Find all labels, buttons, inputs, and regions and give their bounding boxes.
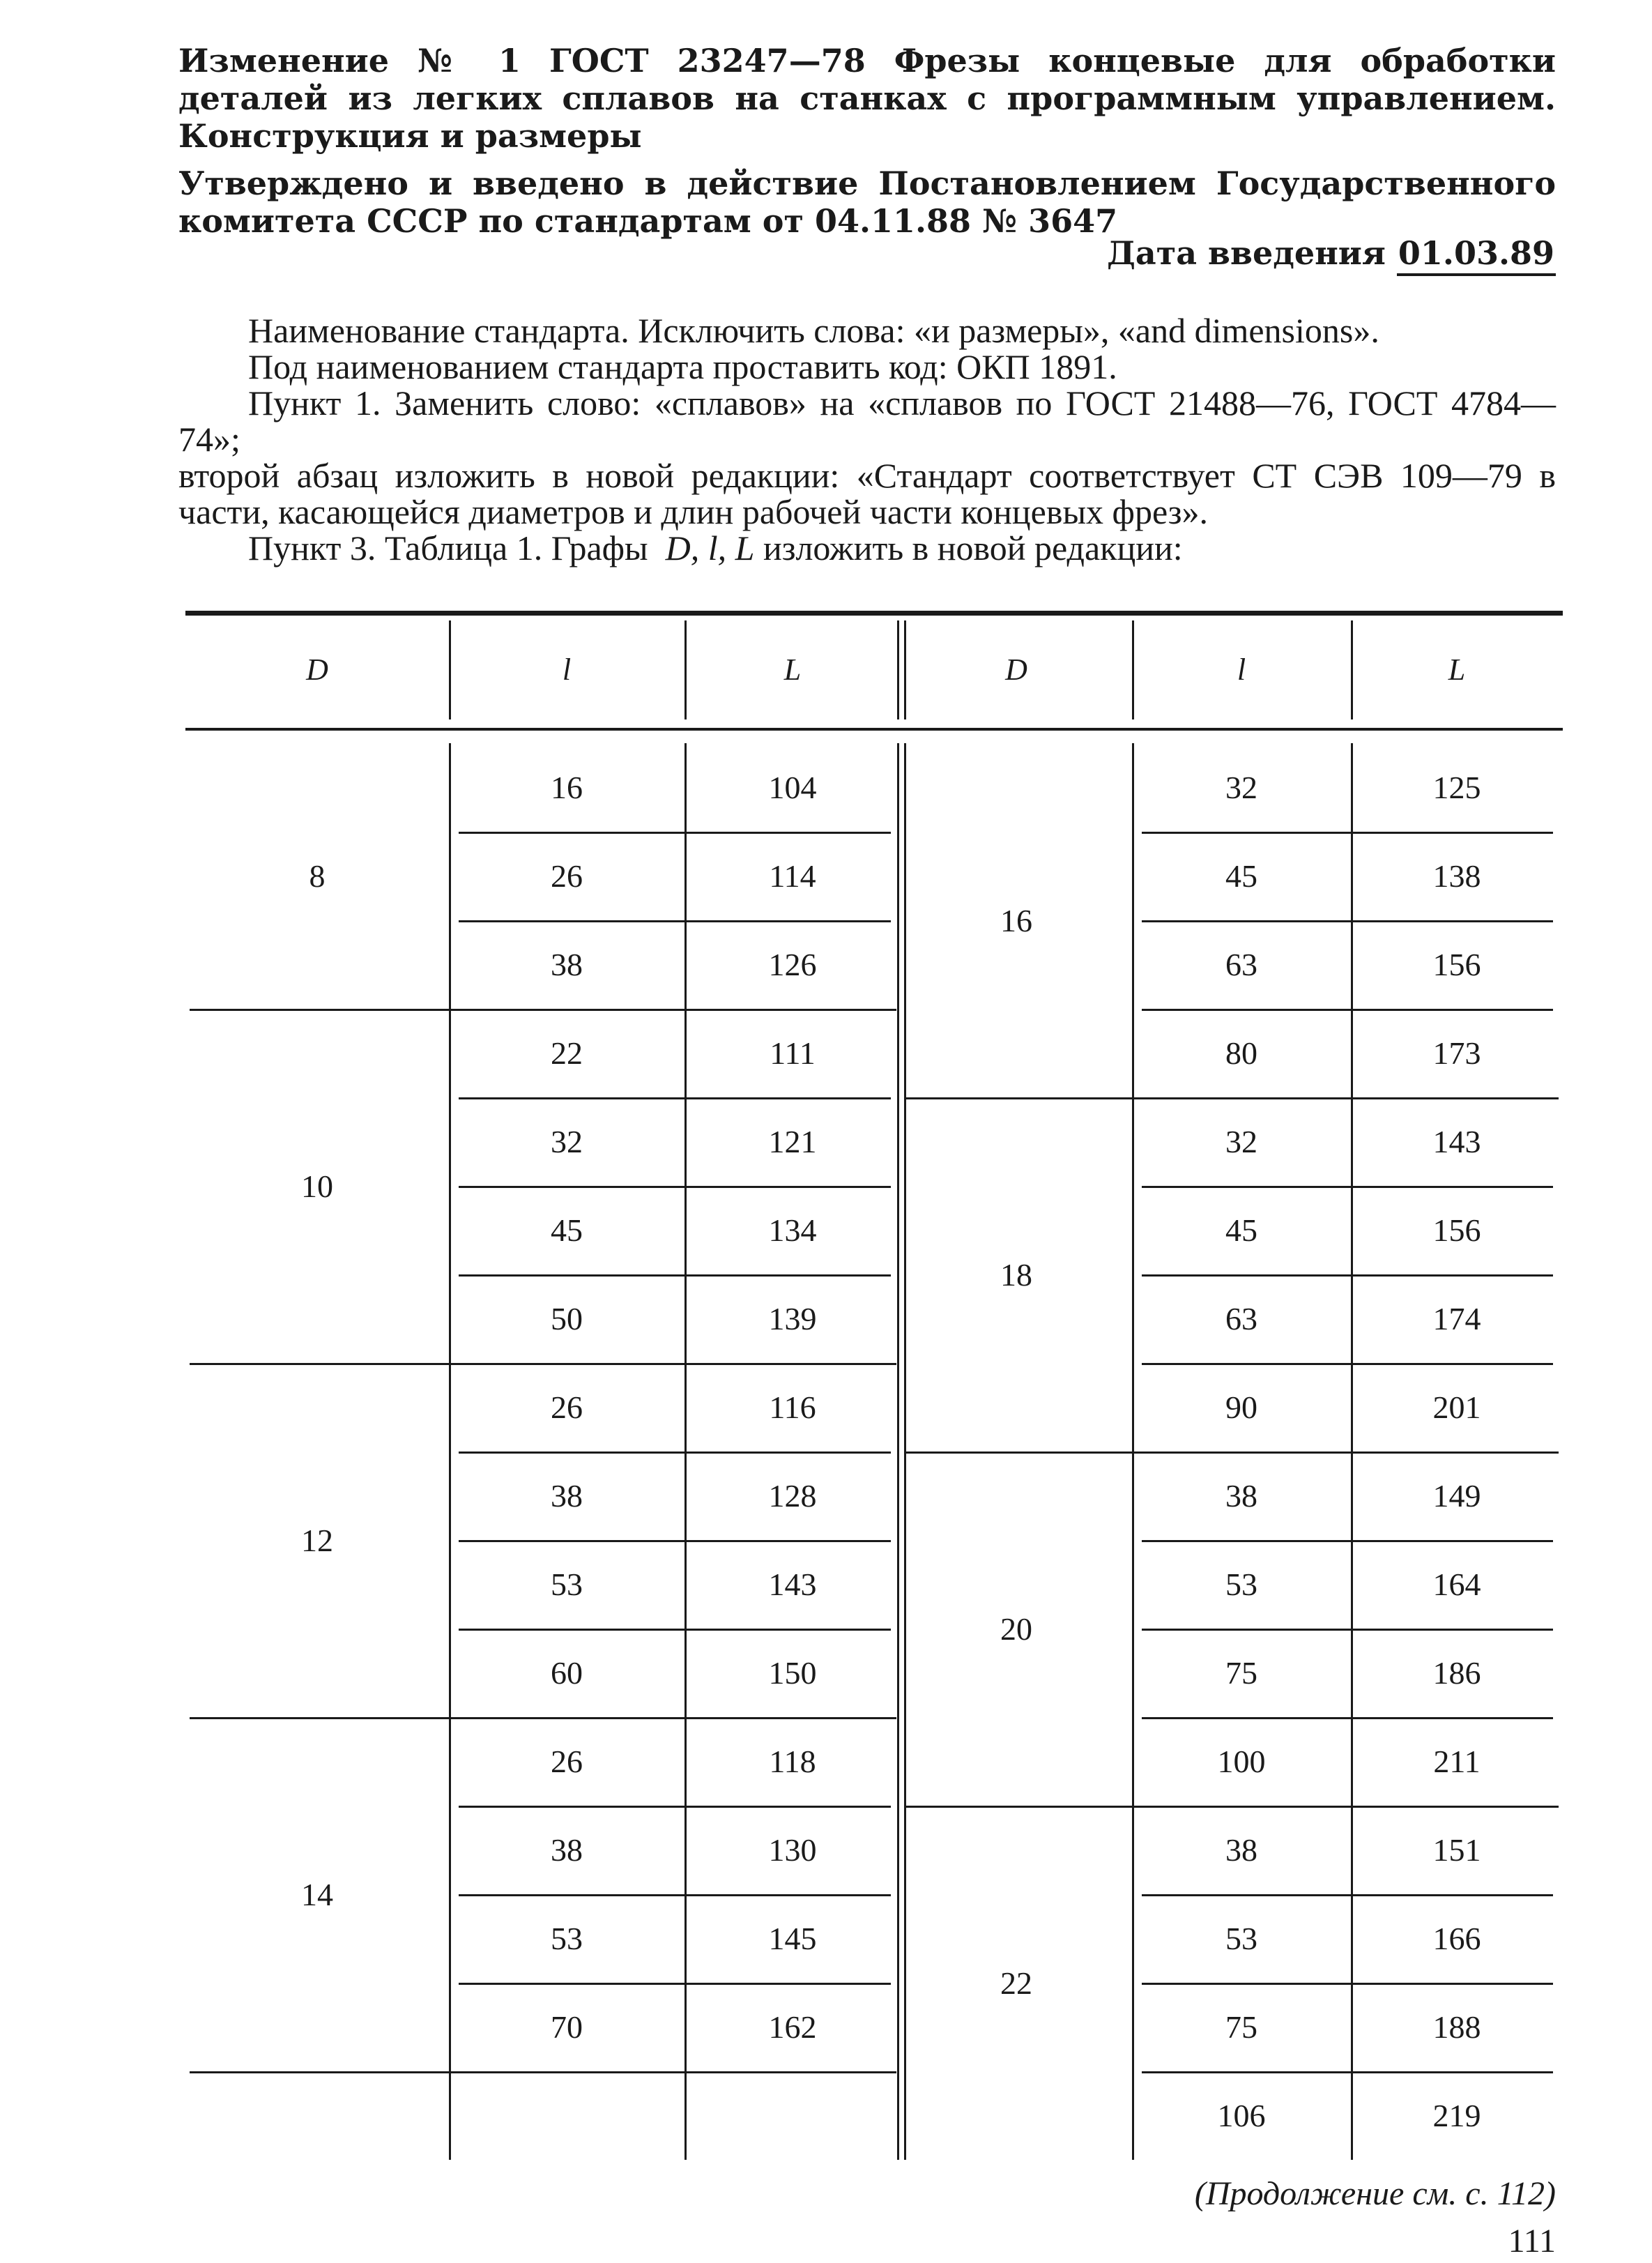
cell-L-left: 114 xyxy=(769,858,816,894)
group-divider xyxy=(190,2071,896,2073)
cell-l-left: 32 xyxy=(551,1124,583,1159)
dimensions-table xyxy=(185,611,1563,2162)
cell-L-right: 219 xyxy=(1432,2098,1481,2133)
continuation-note: (Продолжение см. с. 112) xyxy=(1194,2175,1556,2212)
cell-l-left: 60 xyxy=(551,1655,583,1691)
header-cell-d: D xyxy=(1005,652,1027,687)
cell-L-left: 150 xyxy=(768,1655,817,1691)
header-cell-l: L xyxy=(783,652,802,687)
cell-l-right: 100 xyxy=(1217,1744,1266,1779)
effective-date xyxy=(1107,234,1556,276)
cell-L-left: 121 xyxy=(768,1124,817,1159)
cell-L-right: 138 xyxy=(1432,858,1481,894)
cell-l-right: 106 xyxy=(1217,2098,1266,2133)
amendment-title: Изменение № 1 ГОСТ 23247—78 Фрезы концевые для обработки деталей из легких сплавов на станках с программным управлением. Конструкция и размеры xyxy=(178,42,1556,155)
cell-l-right: 45 xyxy=(1225,858,1257,894)
cell-l-left: 26 xyxy=(551,1744,583,1779)
cell-l-right: 38 xyxy=(1225,1832,1257,1868)
cell-l-right: 38 xyxy=(1225,1478,1257,1514)
cell-L-right: 188 xyxy=(1432,2009,1481,2045)
cell-l-left: 26 xyxy=(551,1389,583,1425)
approval-statement: Утверждено и введено в действие Постановлением Государственного комитета СССР по стандартам от 04.11.88 № 3647 xyxy=(178,165,1556,240)
cell-L-left: 111 xyxy=(770,1035,816,1071)
cell-L-left: 145 xyxy=(768,1921,817,1956)
header-cell-l: L xyxy=(1448,652,1466,687)
cell-l-right: 80 xyxy=(1225,1035,1257,1071)
cell-L-left: 143 xyxy=(768,1567,817,1602)
effective-date-label: Дата введения xyxy=(1106,234,1386,272)
body-paragraph-5-suffix: изложить в новой редакции: xyxy=(763,528,1183,567)
cell-L-left: 139 xyxy=(768,1301,817,1336)
cell-l-left: 38 xyxy=(551,947,583,982)
cell-L-right: 149 xyxy=(1432,1478,1481,1514)
diameter-group-left: 12 xyxy=(301,1522,333,1558)
diameter-group-right: 18 xyxy=(1000,1256,1032,1293)
body-paragraph-2: Под наименованием стандарта проставить код: ОКП 1891. xyxy=(248,347,1117,386)
cell-L-left: 118 xyxy=(769,1744,816,1779)
cell-L-right: 173 xyxy=(1432,1035,1481,1071)
body-paragraph-5-vars: D, l, L xyxy=(665,528,755,567)
cell-L-left: 104 xyxy=(768,770,817,805)
effective-date-value: 01.03.89 xyxy=(1397,234,1556,276)
cell-L-right: 125 xyxy=(1432,770,1481,805)
body-paragraph-5-prefix: Пункт 3. Таблица 1. Графы xyxy=(248,528,648,567)
cell-l-right: 75 xyxy=(1225,1655,1257,1691)
diameter-group-right: 16 xyxy=(1000,902,1032,938)
cell-L-right: 166 xyxy=(1432,1921,1481,1956)
cell-l-right: 75 xyxy=(1225,2009,1257,2045)
cell-l-left: 45 xyxy=(551,1212,583,1248)
cell-l-left: 50 xyxy=(551,1301,583,1336)
cell-L-left: 128 xyxy=(768,1478,817,1514)
cell-l-left: 16 xyxy=(551,770,583,805)
body-paragraph-3: Пункт 1. Заменить слово: «сплавов» на «сплавов по ГОСТ 21488—76, ГОСТ 4784—74»; xyxy=(178,383,1556,459)
page-number: 111 xyxy=(1508,2223,1556,2260)
cell-L-left: 130 xyxy=(768,1832,817,1868)
diameter-group-right: 22 xyxy=(1000,1965,1032,2001)
cell-l-left: 26 xyxy=(551,858,583,894)
cell-L-right: 164 xyxy=(1432,1567,1481,1602)
diameter-group-left: 14 xyxy=(301,1876,333,1912)
cell-L-right: 186 xyxy=(1432,1655,1481,1691)
header-cell-l: l xyxy=(1237,652,1246,687)
cell-l-left: 38 xyxy=(551,1478,583,1514)
body-paragraph-4: второй абзац изложить в новой редакции: «Стандарт соответствует СТ СЭВ 109—79 в части, касающейся диаметров и длин рабочей части концевых фрез». xyxy=(178,456,1556,531)
diameter-group-left: 8 xyxy=(309,858,326,894)
cell-l-left: 70 xyxy=(551,2009,583,2045)
cell-l-right: 53 xyxy=(1225,1921,1257,1956)
cell-l-left: 38 xyxy=(551,1832,583,1868)
body-paragraph-5 xyxy=(178,530,1556,566)
cell-l-right: 90 xyxy=(1225,1389,1257,1425)
cell-L-right: 174 xyxy=(1432,1301,1481,1336)
cell-l-right: 32 xyxy=(1225,770,1257,805)
amendment-body xyxy=(178,312,1556,566)
diameter-group-left: 10 xyxy=(301,1168,333,1204)
cell-L-right: 143 xyxy=(1432,1124,1481,1159)
header-cell-l: l xyxy=(562,652,572,687)
cell-L-left: 116 xyxy=(769,1389,816,1425)
cell-L-right: 156 xyxy=(1432,947,1481,982)
cell-l-right: 63 xyxy=(1225,1301,1257,1336)
table-header-rule xyxy=(185,728,1563,731)
cell-l-right: 32 xyxy=(1225,1124,1257,1159)
cell-L-right: 156 xyxy=(1432,1212,1481,1248)
diameter-group-right: 20 xyxy=(1000,1610,1032,1647)
cell-L-right: 201 xyxy=(1432,1389,1481,1425)
cell-L-left: 162 xyxy=(768,2009,817,2045)
cell-L-left: 134 xyxy=(768,1212,817,1248)
cell-L-right: 211 xyxy=(1433,1744,1481,1779)
cell-L-left: 126 xyxy=(768,947,817,982)
body-paragraph-1: Наименование стандарта. Исключить слова: «и размеры», «and dimensions». xyxy=(248,311,1379,350)
cell-l-left: 53 xyxy=(551,1921,583,1956)
cell-l-right: 53 xyxy=(1225,1567,1257,1602)
cell-l-left: 22 xyxy=(551,1035,583,1071)
cell-l-right: 63 xyxy=(1225,947,1257,982)
cell-L-right: 151 xyxy=(1432,1832,1481,1868)
header-cell-d: D xyxy=(306,652,328,687)
cell-l-right: 45 xyxy=(1225,1212,1257,1248)
cell-l-left: 53 xyxy=(551,1567,583,1602)
